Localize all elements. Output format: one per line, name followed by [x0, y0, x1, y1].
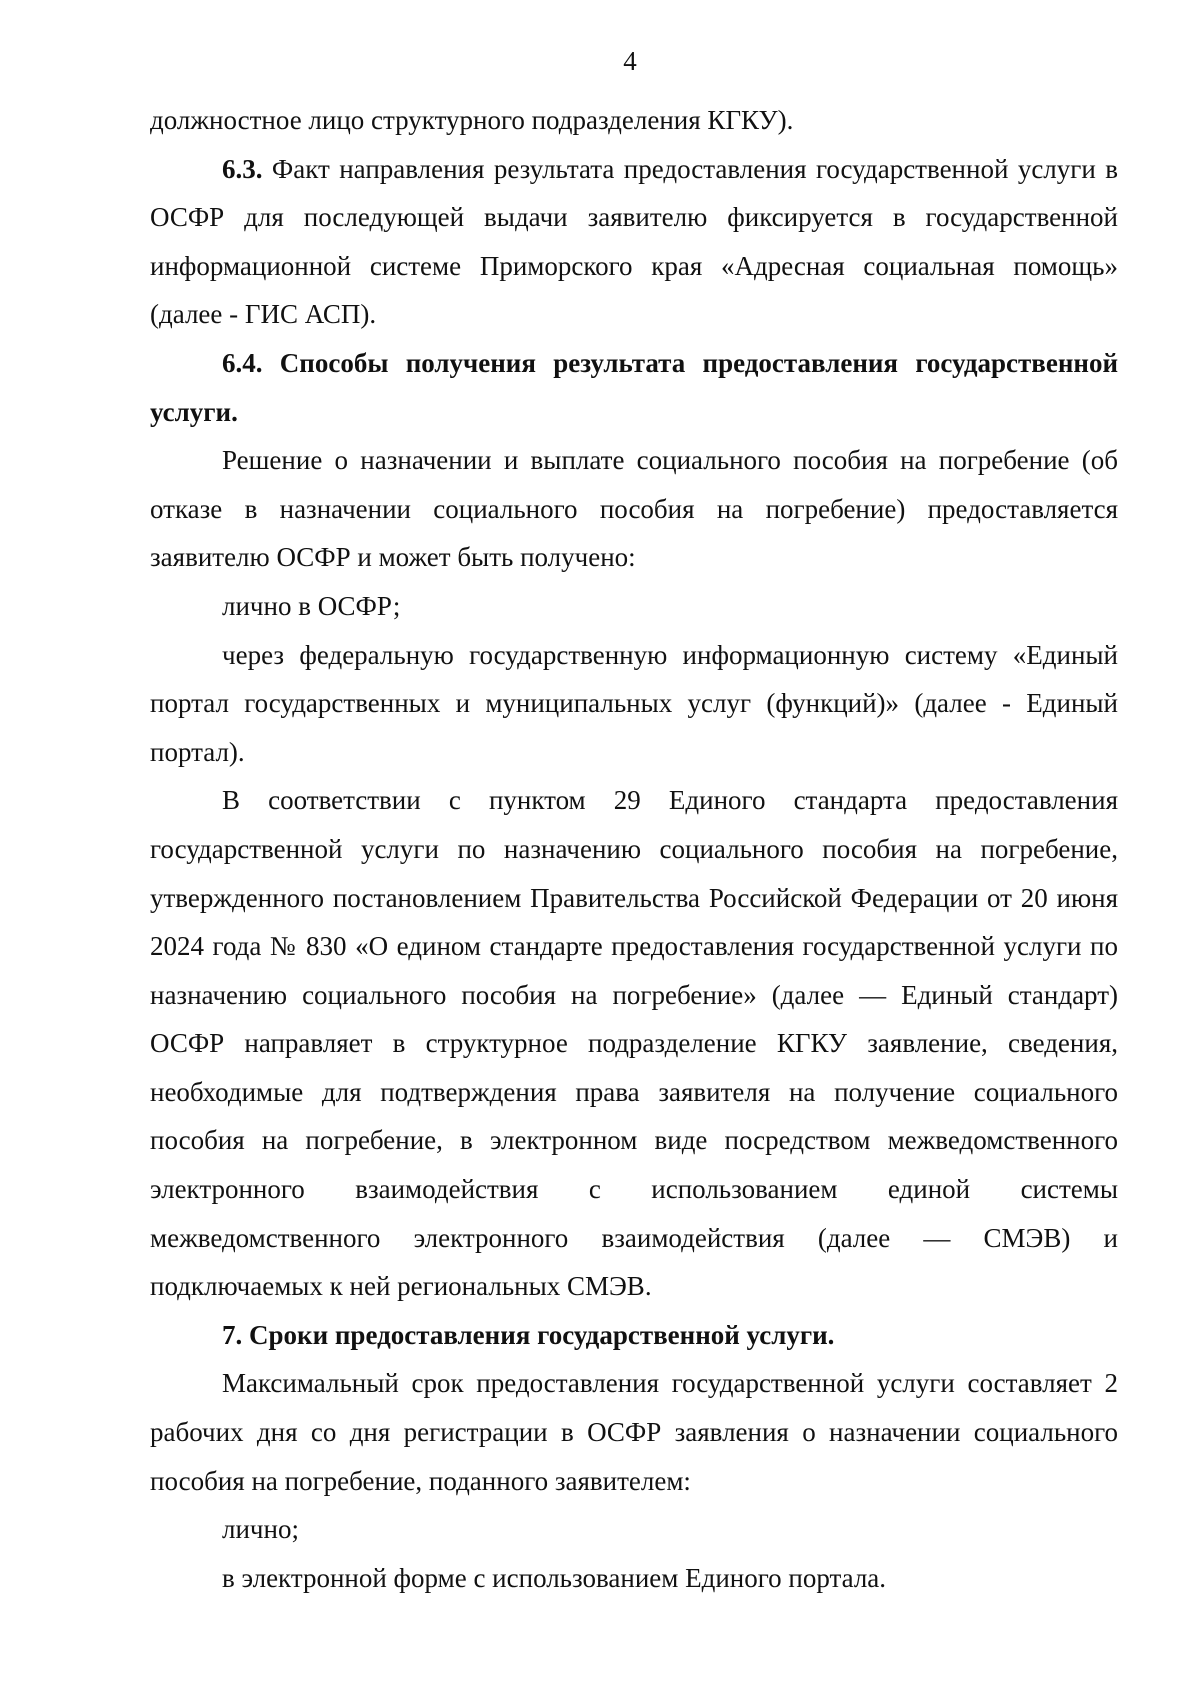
heading-6-4: 6.4. Способы получения результата предоставления государственной услуги. — [150, 347, 1118, 427]
page-number: 4 — [623, 46, 637, 76]
heading-7: 7. Сроки предоставления государственной услуги. — [222, 1319, 835, 1350]
list-item-in-person: лично в ОСФР; — [222, 590, 401, 621]
clause-number-6-3: 6.3. — [222, 153, 263, 184]
list-item-portal: через федеральную государственную информационную систему «Единый портал государственных и муниципальных услуг (функций)» (далее - Единый портал). — [150, 639, 1118, 767]
list-item-electronic: в электронной форме с использованием Единого портала. — [222, 1562, 887, 1593]
paragraph-6-3-text: Факт направления результата предоставления государственной услуги в ОСФР для последующей выдачи заявителю фиксируется в государственной информационной системе Приморского края «Адресная социальная помощь» (далее - ГИС АСП). — [150, 153, 1118, 330]
paragraph-6-3 — [150, 145, 1118, 339]
document-body — [150, 96, 1118, 1602]
paragraph-continuation: должностное лицо структурного подразделения КГКУ). — [150, 105, 794, 135]
paragraph-deadline: Максимальный срок предоставления государственной услуги составляет 2 рабочих дня со дня регистрации в ОСФР заявления о назначении социального пособия на погребение, поданного заявителем: — [150, 1368, 1118, 1496]
paragraph-standard: В соответствии с пунктом 29 Единого стандарта предоставления государственной услуги по назначению социального пособия на погребение, утвержденного постановлением Правительства Российской Федерации от 20 июня 2024 года № 830 «О едином стандарте предоставления государственной услуги по назначению социального пособия на погребение» (далее — Единый стандарт) ОСФР направляет в структурное подразделение КГКУ заявление, сведения, необходимые для подтверждения права заявителя на получение социального пособия на погребение, в электронном виде посредством межведомственного электронного взаимодействия с использованием единой системы межведомственного электронного взаимодействия (далее — СМЭВ) и подключаемых к ней региональных СМЭВ. — [150, 785, 1118, 1302]
list-item-personally: лично; — [222, 1514, 299, 1545]
paragraph-decision: Решение о назначении и выплате социального пособия на погребение (об отказе в назначении социального пособия на погребение) предоставляется заявителю ОСФР и может быть получено: — [150, 445, 1118, 573]
